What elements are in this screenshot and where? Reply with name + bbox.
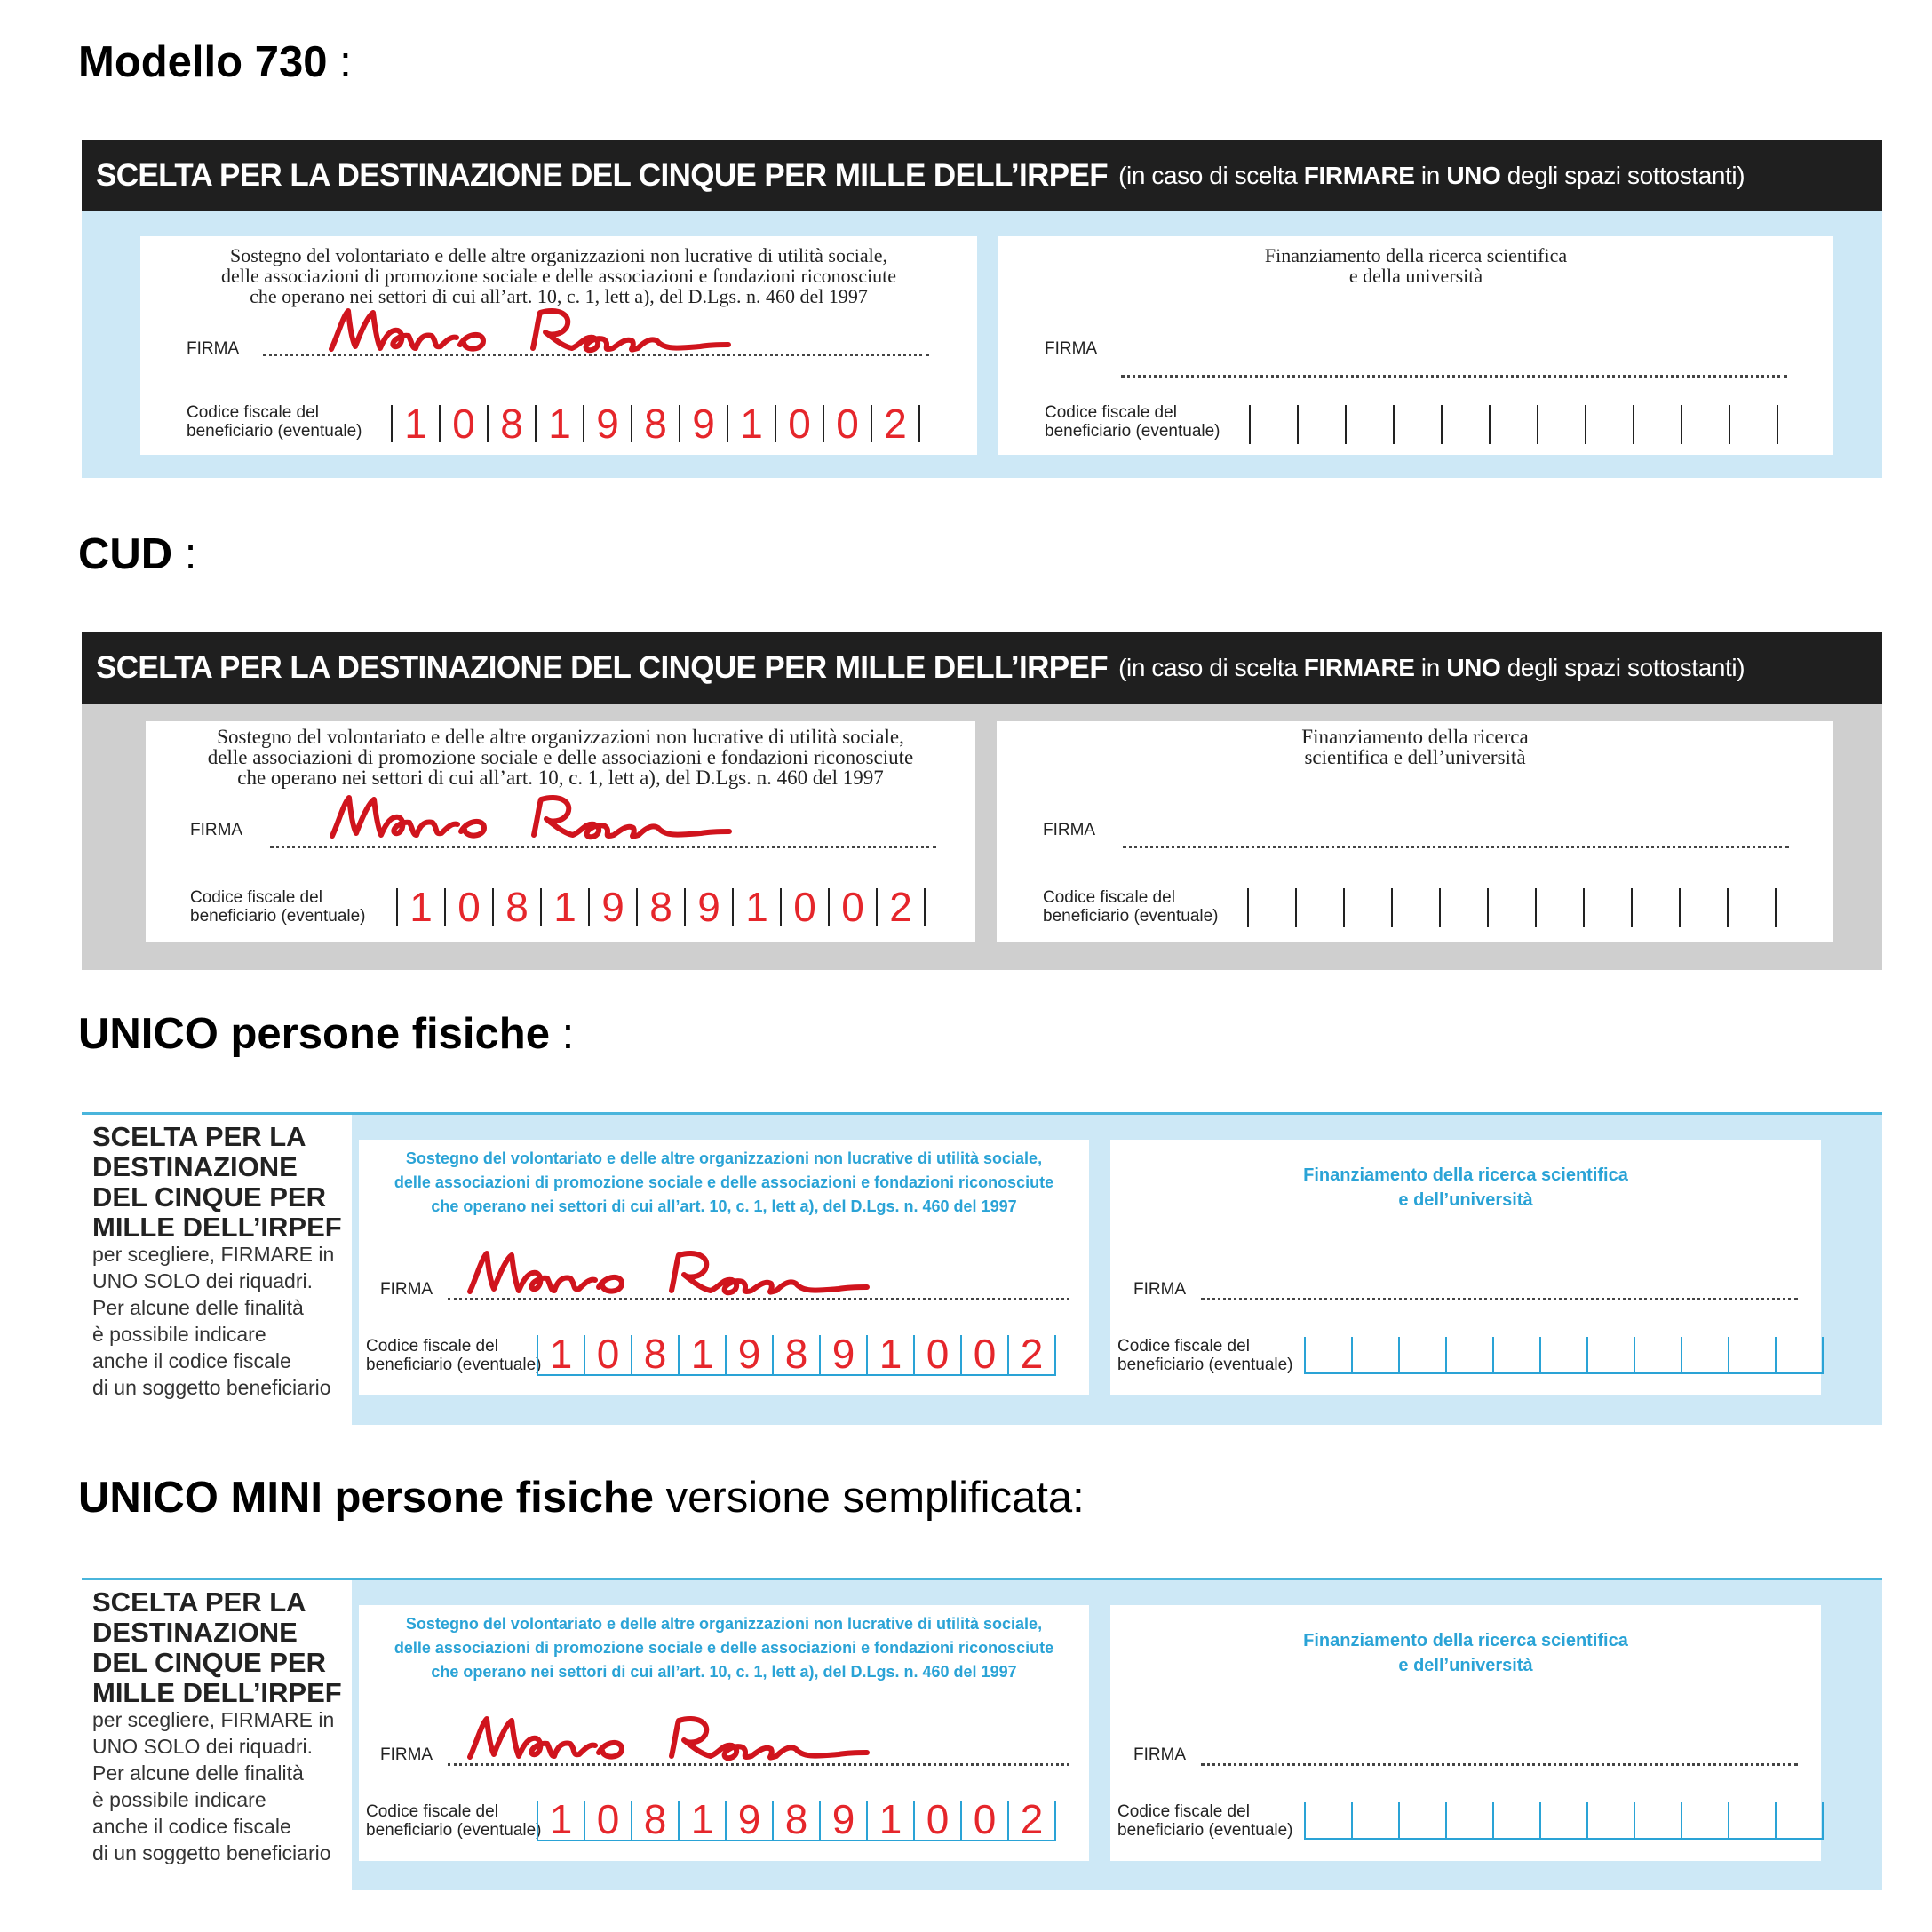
section-title-cud: CUD :	[78, 530, 197, 578]
cf-digit[interactable]: 0	[585, 1335, 632, 1374]
section-title-unico-mini: UNICO MINI persone fisiche versione semplificata:	[78, 1474, 1085, 1522]
panel-header: SCELTA PER LA DESTINAZIONE DEL CINQUE PER MILLE DELL’IRPEF (in caso di scelta FIRMARE in UNO degli spazi sottostanti)	[82, 140, 1882, 211]
volontariato-description: Sostegno del volontariato e delle altre organizzazioni non lucrative di utilità sociale, delle associazioni di promozione sociale e delle associazioni e fondazioni riconosciute che operano nei settori di cui all’art. 10, c. 1, lett a), del D.Lgs. n. 460 del 1997	[221, 244, 896, 307]
codice-fiscale-cells[interactable]	[537, 1331, 1056, 1377]
cf-cell[interactable]	[1306, 1802, 1353, 1838]
cf-cell[interactable]	[1400, 1337, 1447, 1372]
firma-label: FIRMA	[190, 821, 243, 839]
firma-label: FIRMA	[187, 339, 240, 358]
cf-cell[interactable]	[1588, 1337, 1635, 1372]
codice-fiscale-cells[interactable]	[1304, 1802, 1824, 1840]
cf-cell[interactable]	[1588, 1802, 1635, 1838]
cf-cell[interactable]	[1447, 1802, 1494, 1838]
signature-line[interactable]	[1121, 375, 1787, 378]
codice-fiscale-cells[interactable]	[1247, 888, 1777, 927]
volontariato-description: Sostegno del volontariato e delle altre organizzazioni non lucrative di utilità sociale, delle associazioni di promozione sociale e delle associazioni e fondazioni riconosciute che operano nei settori di cui all’art. 10, c. 1, lett a), del D.Lgs. n. 460 del 1997	[394, 1149, 1054, 1215]
cf-cell[interactable]	[1306, 1337, 1353, 1372]
cf-cell[interactable]	[1491, 405, 1538, 444]
cf-digit[interactable]: 1	[728, 405, 776, 442]
codice-fiscale-label: Codice fiscale del beneficiario (eventuale)	[366, 1337, 542, 1374]
cf-cell[interactable]	[1730, 405, 1778, 444]
cf-digit[interactable]: 8	[638, 888, 686, 926]
ricerca-description: Finanziamento della ricerca scientifica e dell’università	[1303, 1165, 1628, 1210]
cf-cell[interactable]	[1353, 1802, 1400, 1838]
cf-cell[interactable]	[1393, 888, 1441, 927]
form-unico-panel	[82, 1112, 1882, 1425]
cf-digit[interactable]: 0	[782, 888, 830, 926]
cf-digit[interactable]: 9	[584, 405, 632, 442]
cf-digit[interactable]: 0	[776, 405, 824, 442]
cf-cell[interactable]	[1297, 888, 1345, 927]
cf-cell[interactable]	[1541, 1337, 1588, 1372]
cf-cell[interactable]	[1635, 1337, 1682, 1372]
ricerca-box	[997, 721, 1833, 942]
ricerca-box	[998, 236, 1833, 455]
cf-digit[interactable]: 9	[727, 1335, 774, 1374]
cf-cell[interactable]	[1400, 1802, 1447, 1838]
codice-fiscale-label: Codice fiscale del beneficiario (eventuale)	[190, 888, 366, 926]
cf-cell[interactable]	[1353, 1337, 1400, 1372]
signature-mario-rossi	[328, 787, 736, 851]
codice-fiscale-cells[interactable]	[537, 1796, 1056, 1842]
cf-digit[interactable]: 1	[868, 1801, 915, 1840]
cf-digit[interactable]: 8	[774, 1801, 821, 1840]
signature-line[interactable]	[1123, 846, 1789, 848]
cf-cell[interactable]	[1494, 1337, 1541, 1372]
ricerca-description: Finanziamento della ricerca scientifica e dell’università	[1301, 726, 1529, 768]
cf-cell[interactable]	[1489, 888, 1537, 927]
cf-cell[interactable]	[1541, 1802, 1588, 1838]
cf-cell[interactable]	[1682, 1337, 1729, 1372]
codice-fiscale-label: Codice fiscale del beneficiario (eventuale)	[1043, 888, 1219, 926]
cf-digit[interactable]: 0	[915, 1335, 962, 1374]
cf-digit[interactable]: 2	[878, 888, 926, 926]
firma-label: FIRMA	[1133, 1745, 1187, 1764]
volontariato-description: Sostegno del volontariato e delle altre organizzazioni non lucrative di utilità sociale, delle associazioni di promozione sociale e delle associazioni e fondazioni riconosciute che operano nei settori di cui all’art. 10, c. 1, lett a), del D.Lgs. n. 460 del 1997	[394, 1615, 1054, 1681]
cf-digit[interactable]: 0	[830, 888, 878, 926]
cf-digit[interactable]: 1	[542, 888, 590, 926]
volontariato-box	[359, 1140, 1089, 1395]
signature-mario-rossi	[465, 1708, 874, 1772]
cf-cell[interactable]	[1729, 888, 1777, 927]
codice-fiscale-cells[interactable]	[1249, 405, 1778, 444]
unico-left-column	[82, 1115, 352, 1425]
cf-cell[interactable]	[1682, 1802, 1729, 1838]
cf-digit[interactable]: 9	[686, 888, 734, 926]
unico-instructions: per scegliere, FIRMARE in UNO SOLO dei riquadri. Per alcune delle finalità è possibile indicare anche il codice fiscale di un soggetto beneficiario	[92, 1243, 335, 1399]
cf-digit[interactable]: 2	[1009, 1335, 1056, 1374]
cf-cell[interactable]	[1586, 405, 1634, 444]
cf-digit[interactable]: 1	[398, 888, 446, 926]
cf-digit[interactable]: 8	[632, 405, 680, 442]
cf-digit[interactable]: 1	[680, 1335, 727, 1374]
cf-cell[interactable]	[1585, 888, 1633, 927]
cf-digit[interactable]: 0	[585, 1801, 632, 1840]
cf-cell[interactable]	[1633, 888, 1681, 927]
firma-label: FIRMA	[1133, 1280, 1187, 1299]
volontariato-box	[359, 1605, 1089, 1861]
cf-cell[interactable]	[1441, 888, 1489, 927]
cf-digit[interactable]: 1	[538, 1335, 585, 1374]
firma-label: FIRMA	[380, 1280, 433, 1299]
codice-fiscale-label: Codice fiscale del beneficiario (eventuale)	[366, 1802, 542, 1840]
cf-digit[interactable]: 2	[1009, 1801, 1056, 1840]
cf-cell[interactable]	[1299, 405, 1347, 444]
cf-cell[interactable]	[1494, 1802, 1541, 1838]
cf-digit[interactable]: 8	[494, 888, 542, 926]
ricerca-box	[1110, 1140, 1821, 1395]
volontariato-box	[140, 236, 977, 455]
cf-cell[interactable]	[1729, 1337, 1777, 1372]
cf-digit[interactable]: 0	[962, 1801, 1009, 1840]
codice-fiscale-cells[interactable]	[396, 884, 926, 930]
cf-digit[interactable]: 1	[868, 1335, 915, 1374]
codice-fiscale-cells[interactable]	[1304, 1337, 1824, 1374]
cf-cell[interactable]	[1537, 888, 1585, 927]
cf-cell[interactable]	[1447, 1337, 1494, 1372]
unico-heading: SCELTA PER LA DESTINAZIONE DEL CINQUE PER MILLE DELL’IRPEF	[92, 1121, 342, 1243]
codice-fiscale-label: Codice fiscale del beneficiario (eventuale)	[1117, 1337, 1293, 1374]
cf-cell[interactable]	[1634, 405, 1682, 444]
cf-digit[interactable]: 0	[446, 888, 494, 926]
cf-digit[interactable]: 1	[393, 405, 441, 442]
cf-cell[interactable]	[1682, 405, 1730, 444]
form-unico-mini-panel	[82, 1578, 1882, 1890]
codice-fiscale-label: Codice fiscale del beneficiario (eventuale)	[1045, 403, 1220, 441]
cf-digit[interactable]: 8	[632, 1801, 680, 1840]
cf-cell[interactable]	[1249, 888, 1297, 927]
cf-digit[interactable]: 1	[680, 1801, 727, 1840]
volontariato-box	[146, 721, 975, 942]
cf-digit[interactable]: 8	[632, 1335, 680, 1374]
cf-cell[interactable]	[1777, 1802, 1824, 1838]
cf-digit[interactable]: 0	[962, 1335, 1009, 1374]
panel-header: SCELTA PER LA DESTINAZIONE DEL CINQUE PER MILLE DELL’IRPEF (in caso di scelta FIRMARE in UNO degli spazi sottostanti)	[82, 632, 1882, 704]
cf-cell[interactable]	[1681, 888, 1729, 927]
cf-digit[interactable]: 9	[821, 1801, 868, 1840]
codice-fiscale-cells[interactable]	[391, 401, 920, 447]
unico-instructions: per scegliere, FIRMARE in UNO SOLO dei riquadri. Per alcune delle finalità è possibile indicare anche il codice fiscale di un soggetto beneficiario	[92, 1708, 335, 1864]
firma-label: FIRMA	[380, 1745, 433, 1764]
cf-cell[interactable]	[1443, 405, 1491, 444]
volontariato-description: Sostegno del volontariato e delle altre organizzazioni non lucrative di utilità sociale, delle associazioni di promozione sociale e delle associazioni e fondazioni riconosciute che operano nei settori di cui all’art. 10, c. 1, lett a), del D.Lgs. n. 460 del 1997	[207, 726, 914, 789]
cf-cell[interactable]	[1345, 888, 1393, 927]
cf-cell[interactable]	[1729, 1802, 1777, 1838]
ricerca-description: Finanziamento della ricerca scientifica e dell’università	[1303, 1631, 1628, 1675]
signature-line[interactable]	[1201, 1298, 1798, 1300]
cf-cell[interactable]	[1538, 405, 1586, 444]
cf-digit[interactable]: 1	[537, 405, 584, 442]
form-730-panel	[82, 140, 1882, 478]
cf-digit[interactable]: 1	[538, 1801, 585, 1840]
signature-mario-rossi	[327, 300, 735, 364]
cf-digit[interactable]: 8	[774, 1335, 821, 1374]
cf-digit[interactable]: 0	[824, 405, 872, 442]
unico-heading: SCELTA PER LA DESTINAZIONE DEL CINQUE PER MILLE DELL’IRPEF	[92, 1586, 342, 1708]
cf-digit[interactable]: 9	[680, 405, 728, 442]
section-title-730: Modello 730 :	[78, 38, 352, 86]
cf-digit[interactable]: 1	[734, 888, 782, 926]
cf-digit[interactable]: 8	[489, 405, 537, 442]
firma-label: FIRMA	[1043, 821, 1096, 839]
unico-left-column	[82, 1580, 352, 1890]
cf-cell[interactable]	[1395, 405, 1443, 444]
cf-digit[interactable]: 9	[821, 1335, 868, 1374]
cf-digit[interactable]: 0	[915, 1801, 962, 1840]
signature-mario-rossi	[465, 1243, 874, 1307]
cf-digit[interactable]: 9	[727, 1801, 774, 1840]
ricerca-box	[1110, 1605, 1821, 1861]
cf-digit[interactable]: 0	[441, 405, 489, 442]
ricerca-description: Finanziamento della ricerca scientifica e della università	[1264, 244, 1568, 287]
codice-fiscale-label: Codice fiscale del beneficiario (eventuale)	[1117, 1802, 1293, 1840]
cf-cell[interactable]	[1347, 405, 1395, 444]
cf-digit[interactable]: 9	[590, 888, 638, 926]
signature-line[interactable]	[1201, 1763, 1798, 1766]
codice-fiscale-label: Codice fiscale del beneficiario (eventuale)	[187, 403, 362, 441]
cf-cell[interactable]	[1777, 1337, 1824, 1372]
section-title-unico: UNICO persone fisiche :	[78, 1010, 575, 1058]
form-cud-panel	[82, 632, 1882, 970]
cf-cell[interactable]	[1635, 1802, 1682, 1838]
cf-digit[interactable]: 2	[872, 405, 920, 442]
firma-label: FIRMA	[1045, 339, 1098, 358]
cf-cell[interactable]	[1251, 405, 1299, 444]
